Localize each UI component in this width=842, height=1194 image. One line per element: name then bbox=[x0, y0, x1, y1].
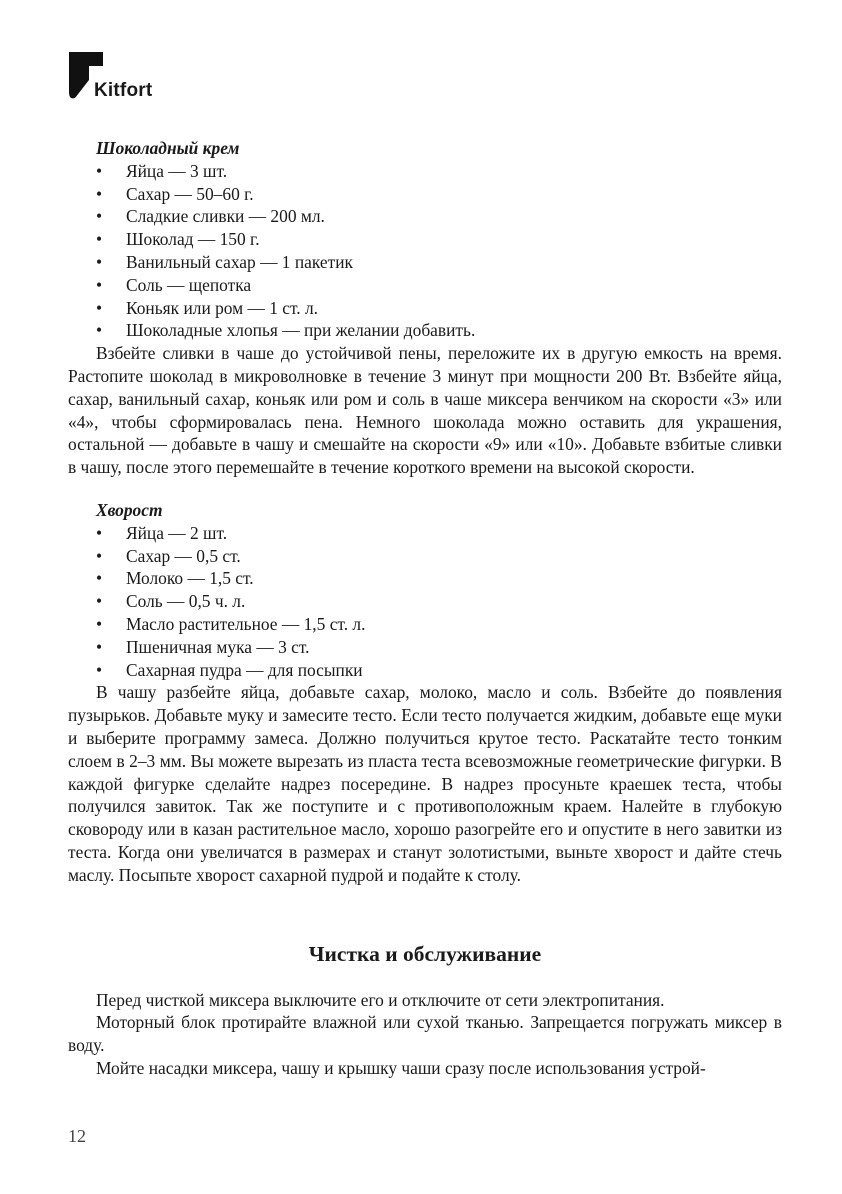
recipe-instructions: Взбейте сливки в чаше до устойчивой пены, переложите их в другую емкость на время. Растопите шоколад в микроволновке в течение 3 минут при мощности 200 Вт. Взбейте яйца, сахар, ванильный сахар, коньяк или ром и соль в чаше миксера венчиком на скорости «3» или «4», чтобы сформировалась пена. Немного шоколада можно оставить для украшения, остальной — добавьте в чашу и смешайте на скорости «9» или «10». Добавьте взбитые сливки в чашу, после этого перемешайте в течение короткого времени на высокой скорости. bbox=[68, 343, 782, 478]
cleaning-paragraph: Перед чисткой миксера выключите его и отключите от сети электропитания. bbox=[96, 989, 665, 1010]
ingredient-item: • Молоко — 1,5 ст. bbox=[68, 567, 782, 590]
ingredient-item: • Шоколад — 150 г. bbox=[68, 228, 782, 251]
page-number: 12 bbox=[68, 1126, 86, 1146]
ingredient-list bbox=[68, 522, 782, 682]
ingredient-item: • Сахар — 50–60 г. bbox=[68, 183, 782, 206]
page-content bbox=[68, 137, 782, 1080]
ingredient-item: • Ванильный сахар — 1 пакетик bbox=[68, 251, 782, 274]
section-heading-cleaning: Чистка и обслуживание bbox=[308, 941, 542, 966]
ingredient-item: • Шоколадные хлопья — при желании добавить. bbox=[68, 319, 782, 342]
recipe-title-khvorost: Хворост bbox=[96, 499, 163, 520]
cleaning-paragraph: Мойте насадки миксера, чашу и крышку чаши сразу после использования устрой- bbox=[96, 1057, 706, 1078]
ingredient-item: • Соль — щепотка bbox=[68, 274, 782, 297]
ingredient-item: • Масло растительное — 1,5 ст. л. bbox=[68, 613, 782, 636]
ingredient-item: • Сахарная пудра — для посыпки bbox=[68, 659, 782, 682]
recipe-title-chocolate-cream: Шоколадный крем bbox=[96, 138, 240, 158]
ingredient-list bbox=[68, 160, 782, 342]
ingredient-item: • Яйца — 2 шт. bbox=[68, 522, 782, 545]
ingredient-item: • Соль — 0,5 ч. л. bbox=[68, 590, 782, 613]
cleaning-paragraph: Моторный блок протирайте влажной или сухой тканью. Запрещается погружать миксер в воду. bbox=[68, 1012, 782, 1056]
brand-logo bbox=[69, 52, 152, 100]
recipe-instructions: В чашу разбейте яйца, добавьте сахар, молоко, масло и соль. Взбейте до появления пузырьков. Добавьте муку и замесите тесто. Если тесто получается жидким, добавьте еще муки и выберите программу замеса. Должно получиться крутое тесто. Раскатайте тесто тонким слоем в 2–3 мм. Вы можете вырезать из пласта теста всевозможные геометрические фигурки. В каждой фигурке сделайте надрез посередине. В надрез просуньте краешек теста, чтобы получился завиток. Так же поступите и с противоположным краем. Налейте в глубокую сковороду или в казан растительное масло, хорошо разогрейте его и опустите в него завитки из теста. Когда они увеличатся в размерах и станут золотистыми, выньте хворост и дайте стечь маслу. Посыпьте хворост сахарной пудрой и подайте к столу. bbox=[68, 682, 782, 885]
ingredient-item: • Коньяк или ром — 1 ст. л. bbox=[68, 297, 782, 320]
brand-name: Kitfort bbox=[94, 80, 153, 101]
ingredient-item: • Пшеничная мука — 3 ст. bbox=[68, 636, 782, 659]
ingredient-item: • Сахар — 0,5 ст. bbox=[68, 545, 782, 568]
ingredient-item: • Сладкие сливки — 200 мл. bbox=[68, 205, 782, 228]
ingredient-item: • Яйца — 3 шт. bbox=[68, 160, 782, 183]
